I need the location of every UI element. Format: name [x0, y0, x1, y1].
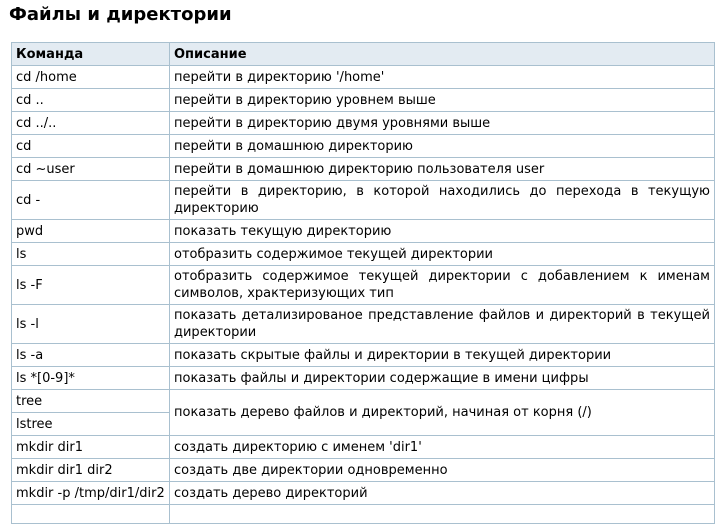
command-cell: cd /home: [12, 66, 170, 89]
command-cell: pwd: [12, 220, 170, 243]
column-header-command: Команда: [12, 43, 170, 66]
table-row: [12, 266, 715, 305]
table-row: [12, 181, 715, 220]
table-row: [12, 243, 715, 266]
description-cell: перейти в директорию, в которой находились до перехода в текущую директорию: [170, 181, 715, 220]
command-cell: lstree: [12, 413, 170, 436]
table-row: [12, 158, 715, 181]
table-row: [12, 66, 715, 89]
description-cell: создать две директории одновременно: [170, 459, 715, 482]
command-cell: cd ..: [12, 89, 170, 112]
command-cell: ls: [12, 243, 170, 266]
table-row: [12, 135, 715, 158]
command-cell: cd ~user: [12, 158, 170, 181]
command-cell: mkdir dir1 dir2: [12, 459, 170, 482]
table-row: [12, 390, 715, 413]
command-cell: mkdir dir1: [12, 436, 170, 459]
table-row-partial: [12, 505, 715, 524]
page-title: Файлы и директории: [9, 4, 232, 25]
table-header-row: [12, 43, 715, 66]
table-row: [12, 89, 715, 112]
table-row: [12, 459, 715, 482]
description-cell: показать текущую директорию: [170, 220, 715, 243]
command-cell: [12, 505, 170, 524]
table-row: [12, 112, 715, 135]
description-cell: создать дерево директорий: [170, 482, 715, 505]
command-cell: cd ../..: [12, 112, 170, 135]
description-cell: показать скрытые файлы и директории в текущей директории: [170, 344, 715, 367]
description-cell: показать детализированое представление файлов и директорий в текущей директории: [170, 305, 715, 344]
command-cell: ls -l: [12, 305, 170, 344]
description-cell: перейти в директорию двумя уровнями выше: [170, 112, 715, 135]
command-cell: ls -a: [12, 344, 170, 367]
description-cell: показать файлы и директории содержащие в имени цифры: [170, 367, 715, 390]
table-row: [12, 436, 715, 459]
command-cell: ls -F: [12, 266, 170, 305]
table-row: [12, 220, 715, 243]
description-cell: перейти в директорию уровнем выше: [170, 89, 715, 112]
column-header-description: Описание: [170, 43, 715, 66]
description-cell: создать директорию с именем 'dir1': [170, 436, 715, 459]
table-row: [12, 344, 715, 367]
description-cell: перейти в директорию '/home': [170, 66, 715, 89]
description-cell: отобразить содержимое текущей директории: [170, 243, 715, 266]
description-cell: [170, 505, 715, 524]
commands-table: [11, 42, 715, 524]
command-cell: cd: [12, 135, 170, 158]
table-row: [12, 482, 715, 505]
command-cell: cd -: [12, 181, 170, 220]
description-cell: перейти в домашнюю директорию пользователя user: [170, 158, 715, 181]
command-cell: ls *[0-9]*: [12, 367, 170, 390]
description-cell: отобразить содержимое текущей директории с добавлением к именам символов, храктеризующих тип: [170, 266, 715, 305]
description-cell: перейти в домашнюю директорию: [170, 135, 715, 158]
command-cell: tree: [12, 390, 170, 413]
table-row: [12, 367, 715, 390]
command-cell: mkdir -p /tmp/dir1/dir2: [12, 482, 170, 505]
description-cell: показать дерево файлов и директорий, начиная от корня (/): [170, 390, 715, 436]
table-row: [12, 305, 715, 344]
